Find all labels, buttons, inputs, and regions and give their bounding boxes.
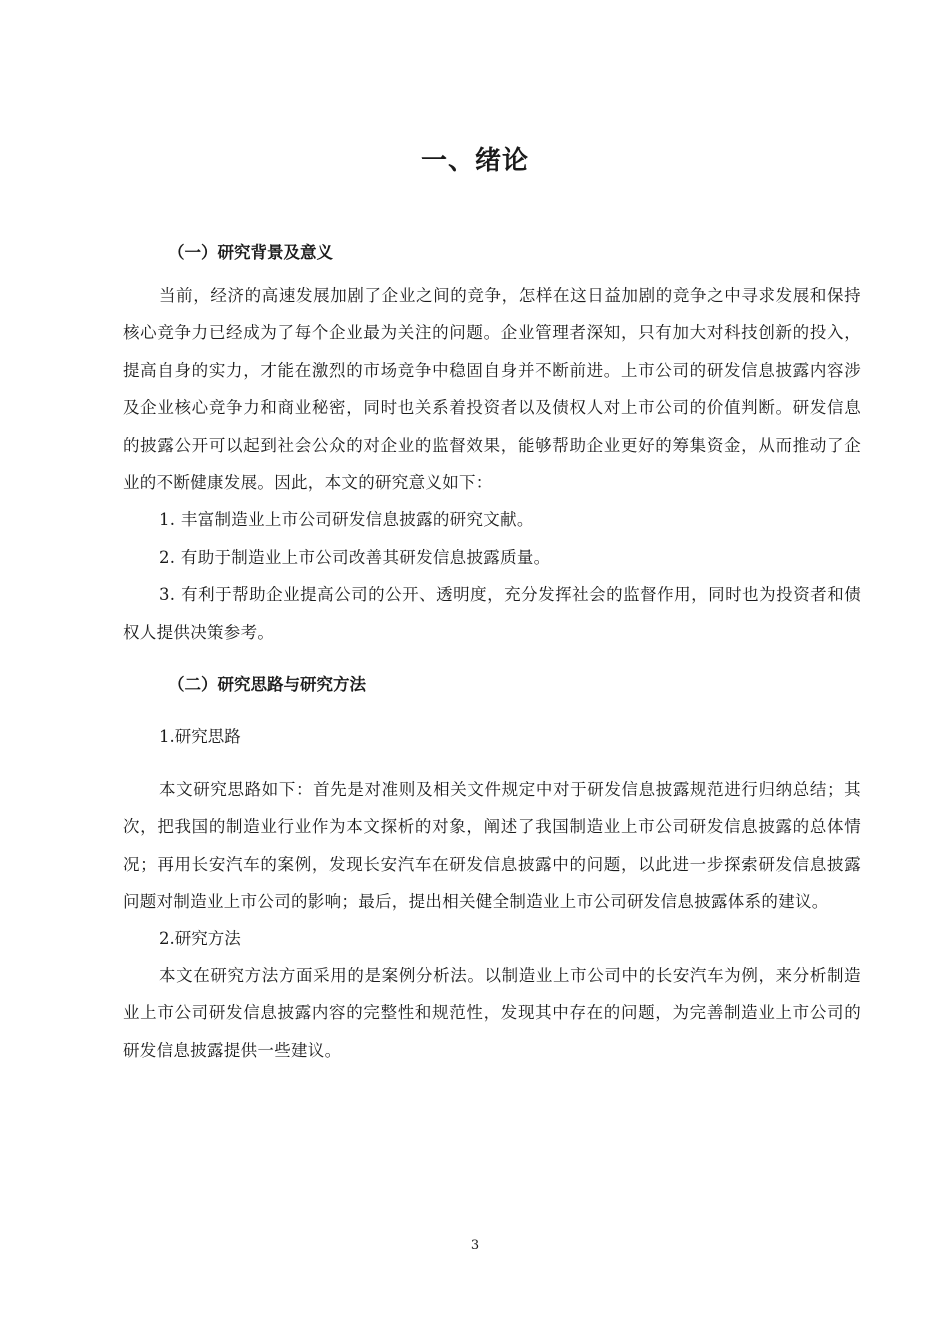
section-heading-background: （一）研究背景及意义 [168,243,333,262]
significance-item-3: 3. 有利于帮助企业提高公司的公开、透明度，充分发挥社会的监督作用，同时也为投资者和债权人提供决策参考。 [123,585,861,642]
significance-item-1: 1. 丰富制造业上市公司研发信息披露的研究文献。 [159,510,534,530]
significance-item-2: 2. 有助于制造业上市公司改善其研发信息披露质量。 [159,547,551,567]
subheading-research-method: 2.研究方法 [159,928,241,948]
research-method-paragraph: 本文在研究方法方面采用的是案例分析法。以制造业上市公司中的长安汽车为例，来分析制造业上市公司研发信息披露内容的完整性和规范性，发现其中存在的问题，为完善制造业上市公司的研发信息披露提供一些建议。 [123,965,861,1060]
section-heading-method: （二）研究思路与研究方法 [168,675,366,695]
background-paragraph: 当前，经济的高速发展加剧了企业之间的竞争，怎样在这日益加剧的竞争之中寻求发展和保持核心竞争力已经成为了每个企业最为关注的问题。企业管理者深知，只有加大对科技创新的投入，提高自身的实力，才能在激烈的市场竞争中稳固自身并不断前进。上市公司的研发信息披露内容涉及企业核心竞争力和商业秘密，同时也关系着投资者以及债权人对上市公司的价值判断。研发信息的披露公开可以起到社会公众的对企业的监督效果，能够帮助企业更好的筹集资金，从而推动了企业的不断健康发展。因此，本文的研究意义如下： [123,286,861,493]
subheading-research-approach: 1.研究思路 [159,727,241,747]
chapter-title: 一、绪论 [420,146,529,176]
research-approach-paragraph: 本文研究思路如下：首先是对准则及相关文件规定中对于研发信息披露规范进行归纳总结；其次，把我国的制造业行业作为本文探析的对象，阐述了我国制造业上市公司研发信息披露的总体情况；再用长安汽车的案例，发现长安汽车在研发信息披露中的问题，以此进一步探索研发信息披露问题对制造业上市公司的影响；最后，提出相关健全制造业上市公司研发信息披露体系的建议。 [123,780,861,912]
page-number: 3 [470,1238,480,1253]
page-content [123,235,861,1069]
